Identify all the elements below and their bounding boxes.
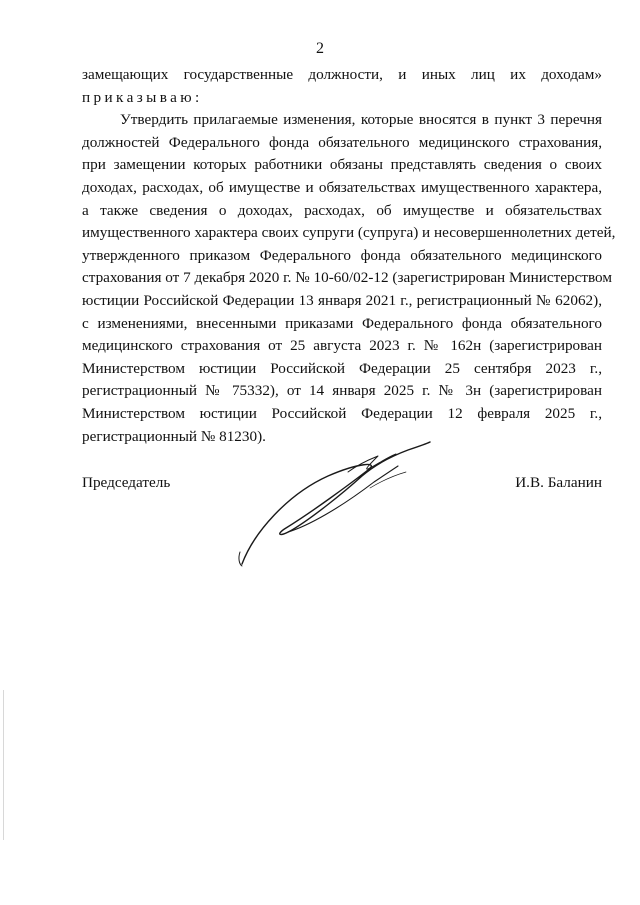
text-line: имущественного характера своих супруги (супруга) и несовершеннолетних детей,	[82, 224, 616, 242]
text-line: а также сведения о доходах, расходах, об имуществе и обязательствах	[82, 201, 602, 219]
scan-margin-mark	[3, 690, 4, 840]
text-line: Утвердить прилагаемые изменения, которые вносятся в пункт 3 перечня	[120, 111, 602, 129]
text-line: должностей Федерального фонда обязательного медицинского страхования,	[82, 133, 602, 151]
text-line: страхования от 7 декабря 2020 г. № 10-60/02-12 (зарегистрирован Министерством	[82, 269, 612, 287]
text-line: при замещении которых работники обязаны представлять сведения о своих	[82, 156, 602, 174]
text-line: юстиции Российской Федерации 13 января 2021 г., регистрационный № 62062),	[82, 291, 602, 309]
text-line: регистрационный № 81230).	[82, 427, 266, 445]
text-line: Министерством юстиции Российской Федерации 25 сентября 2023 г.,	[82, 359, 602, 377]
page-number: 2	[316, 40, 324, 57]
signer-name: И.В. Баланин	[515, 474, 602, 491]
text-line: замещающих государственные должности, и иных лиц их доходам»	[82, 66, 602, 83]
text-line: медицинского страхования от 25 августа 2023 г. № 162н (зарегистрирован	[82, 337, 602, 355]
text-line: регистрационный № 75332), от 14 января 2025 г. № 3н (зарегистрирован	[82, 382, 602, 400]
text-line: Министерством юстиции Российской Федерации 12 февраля 2025 г.,	[82, 404, 602, 422]
order-verb: приказываю:	[82, 88, 203, 106]
document-body	[82, 64, 616, 448]
handwritten-signature	[230, 432, 440, 572]
text-line: с изменениями, внесенными приказами Федерального фонда обязательного	[82, 314, 602, 332]
signer-position: Председатель	[82, 474, 171, 491]
text-line: утвержденного приказом Федерального фонда обязательного медицинского	[82, 246, 602, 264]
text-line: доходах, расходах, об имуществе и обязательствах имущественного характера,	[82, 178, 602, 196]
